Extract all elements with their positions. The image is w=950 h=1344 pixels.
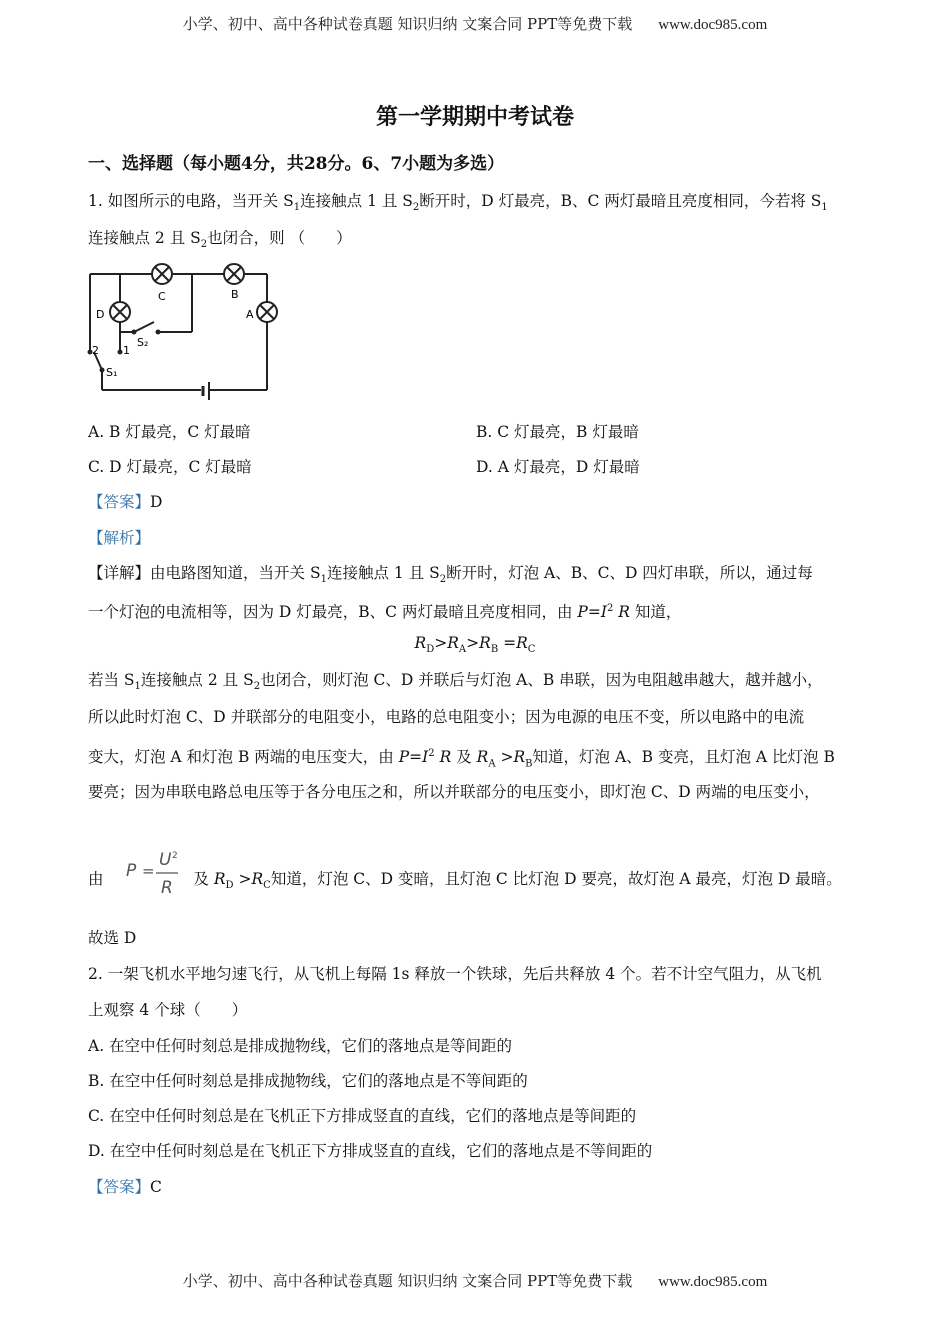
q2-option-a: A. 在空中任何时刻总是排成抛物线，它们的落地点是等间距的 xyxy=(88,1037,513,1055)
q2-option-d: D. 在空中任何时刻总是在飞机正下方排成竖直的直线，它们的落地点是不等间距的 xyxy=(88,1142,653,1160)
q2-option-c: C. 在空中任何时刻总是在飞机正下方排成竖直的直线，它们的落地点是等间距的 xyxy=(88,1107,637,1125)
lamp-d xyxy=(110,302,130,322)
q1-detail-line1: 【详解】由电路图知道，当开关 $S_1$连接触点 1 且 $S_2$断开时，灯泡 A、B、C、D 四灯串联，所以，通过每 xyxy=(88,564,813,586)
q2-stem-line2: 上观察 4 个球（ ） xyxy=(88,1001,248,1019)
fraction-formula xyxy=(112,849,184,899)
label-a: A xyxy=(246,308,254,321)
label-b: B xyxy=(231,288,239,301)
q1-final-answer: 故选 D xyxy=(88,929,137,947)
svg-text:U: U xyxy=(159,850,172,870)
q1-detail-line7: 由 P = U 2 R 及 $R_D >R_C$知道，灯泡 C、D 变暗，且灯泡 C 比灯泡 D 要亮，故灯泡 A 最亮，灯泡 D 最暗。 xyxy=(88,850,842,898)
q1-detail-line6: 要亮；因为串联电路总电压等于各分电压之和，所以并联部分的电压变小，即灯泡 C、D 两端的电压变小， xyxy=(88,783,820,801)
q1-detail-line2: 一个灯泡的电流相等，因为 D 灯最亮，B、C 两灯最暗且亮度相同，由 $P=I^2$ R 知道， xyxy=(88,603,682,622)
q1-detail-line3: 若当 $S_1$连接触点 2 且 $S_2$也闭合，则灯泡 C、D 并联后与灯泡 A、B 串联，因为电阻越串越大，越并越小， xyxy=(88,671,823,693)
label-1: 1 xyxy=(123,344,130,357)
header-site-link[interactable]: www.doc985.com xyxy=(658,17,768,33)
q1-stem-line1: 1. 如图所示的电路，当开关 $S_1$连接触点 1 且 $S_2$断开时，D 灯最亮，B、C 两灯最暗且亮度相同，今若将 $S_1$ xyxy=(88,192,828,214)
section-heading: 一、选择题（每小题4分，共28分。6、7小题为多选） xyxy=(88,154,505,174)
page-title: 第一学期期中考试卷 xyxy=(375,104,574,130)
label-d: D xyxy=(96,308,105,321)
footer-site-link[interactable]: www.doc985.com xyxy=(658,1274,768,1290)
label-c: C xyxy=(158,290,166,303)
footer-slogan: 小学、初中、高中各种试卷真题 知识归纳 文案合同 PPT等免费下载 xyxy=(182,1272,633,1290)
svg-text:R: R xyxy=(161,878,174,898)
label-s1: S₁ xyxy=(106,366,118,379)
q1-inequality: $R_D>R_A>R_B =R_C$ xyxy=(414,634,536,656)
label-2: 2 xyxy=(92,344,99,357)
lamp-c xyxy=(152,264,172,284)
svg-text:P: P xyxy=(126,861,137,881)
svg-text:2: 2 xyxy=(172,851,179,861)
q1-detail-line5: 变大，灯泡 A 和灯泡 B 两端的电压变大，由 $P=I^2$ R 及 $R_A >R_B$知道，灯泡 A、B 变亮，且灯泡 A 比灯泡 B xyxy=(88,748,835,770)
lamp-b xyxy=(224,264,244,284)
q1-option-b: B. C 灯最亮，B 灯最暗 xyxy=(476,423,639,441)
q2-stem-line1: 2. 一架飞机水平地匀速飞行，从飞机上每隔 1s 释放一个铁球，先后共释放 4 个。若不计空气阻力，从飞机 xyxy=(88,965,822,983)
header-slogan: 小学、初中、高中各种试卷真题 知识归纳 文案合同 PPT等免费下载 xyxy=(182,15,633,33)
label-s2: S₂ xyxy=(137,336,149,349)
page-header xyxy=(0,13,950,34)
q1-detail-line4: 所以此时灯泡 C、D 并联部分的电阻变小，电路的总电阻变小；因为电源的电压不变，所以电路中的电流 xyxy=(88,708,805,726)
q2-answer: 【答案】C xyxy=(88,1178,162,1196)
q1-option-c: C. D 灯最亮，C 灯最暗 xyxy=(88,458,252,476)
q1-option-a: A. B 灯最亮，C 灯最暗 xyxy=(88,423,251,441)
q1-answer: 【答案】D xyxy=(88,493,163,511)
svg-text:=: = xyxy=(142,862,156,880)
q1-option-d: D. A 灯最亮，D 灯最暗 xyxy=(476,458,640,476)
lamp-a xyxy=(257,302,277,322)
page-footer xyxy=(0,1270,950,1291)
q1-analysis-tag: 【解析】 xyxy=(88,529,151,547)
q1-stem-line2: 连接触点 2 且 $S_2$也闭合，则 （ ） xyxy=(88,229,352,251)
q2-option-b: B. 在空中任何时刻总是排成抛物线，它们的落地点是不等间距的 xyxy=(88,1072,528,1090)
circuit-diagram xyxy=(84,262,284,408)
